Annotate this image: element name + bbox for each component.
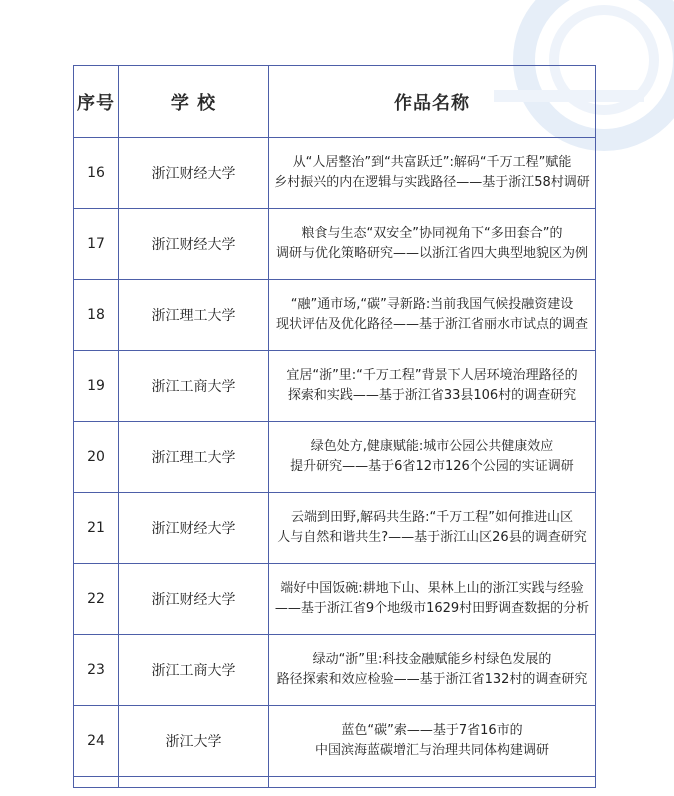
row-school: 浙江大学 [119, 706, 269, 777]
table-row [74, 635, 596, 706]
row-number: 24 [74, 706, 119, 777]
row-number: 22 [74, 564, 119, 635]
row-title-line2: 人与自然和谐共生?——基于浙江山区26县的调查研究 [277, 530, 587, 545]
row-school: 浙江财经大学 [119, 138, 269, 209]
table-header-row [74, 66, 596, 138]
row-number: 17 [74, 209, 119, 280]
row-title-line1: 绿色处方,健康赋能:城市公园公共健康效应 [310, 439, 554, 454]
row-number: 20 [74, 422, 119, 493]
row-title [269, 351, 596, 422]
row-title [269, 706, 596, 777]
row-school: 浙江工商大学 [119, 351, 269, 422]
table-row [74, 564, 596, 635]
row-school: 浙江工商大学 [119, 635, 269, 706]
row-school: 浙江财经大学 [119, 493, 269, 564]
table-row [74, 280, 596, 351]
row-number: 23 [74, 635, 119, 706]
row-title-line2: 现状评估及优化路径——基于浙江省丽水市试点的调查 [275, 317, 588, 332]
row-title [269, 422, 596, 493]
header-title: 作品名称 [269, 66, 596, 138]
table-row [74, 209, 596, 280]
row-title-line2: ——基于浙江省9个地级市1629村田野调查数据的分析 [274, 601, 590, 616]
table-row-partial [74, 777, 596, 788]
row-title [269, 138, 596, 209]
table-row [74, 706, 596, 777]
row-title-empty [269, 777, 596, 788]
row-title [269, 564, 596, 635]
header-school: 学 校 [119, 66, 269, 138]
row-title [269, 493, 596, 564]
row-school-empty [119, 777, 269, 788]
row-number: 16 [74, 138, 119, 209]
row-title-line2: 路径探索和效应检验——基于浙江省132村的调查研究 [276, 672, 588, 687]
header-no: 序号 [74, 66, 119, 138]
row-title-line1: 云端到田野,解码共生路:“千万工程”如何推进山区 [291, 510, 573, 525]
table-row [74, 351, 596, 422]
row-school: 浙江财经大学 [119, 564, 269, 635]
row-title-line1: 粮食与生态“双安全”协同视角下“多田套合”的 [301, 226, 563, 241]
row-number: 18 [74, 280, 119, 351]
row-school: 浙江理工大学 [119, 422, 269, 493]
table-row [74, 422, 596, 493]
row-title-line2: 中国滨海蓝碳增汇与治理共同体构建调研 [314, 743, 549, 758]
award-table [73, 65, 596, 788]
row-school: 浙江财经大学 [119, 209, 269, 280]
row-title [269, 635, 596, 706]
row-title-line1: 绿动“浙”里:科技金融赋能乡村绿色发展的 [312, 652, 552, 667]
row-title-line2: 乡村振兴的内在逻辑与实践路径——基于浙江58村调研 [274, 175, 590, 190]
row-title-line2: 提升研究——基于6省12市126个公园的实证调研 [290, 459, 574, 474]
row-title-line2: 探索和实践——基于浙江省33县106村的调查研究 [287, 388, 577, 403]
row-title-line1: 从“人居整治”到“共富跃迁”:解码“千万工程”赋能 [292, 155, 572, 170]
row-title-line1: 蓝色“碳”索——基于7省16市的 [341, 723, 523, 738]
row-number-empty [74, 777, 119, 788]
table-row [74, 138, 596, 209]
row-title-line1: “融”通市场,“碳”寻新路:当前我国气候投融资建设 [290, 297, 574, 312]
row-title-line1: 端好中国饭碗:耕地下山、果林上山的浙江实践与经验 [280, 581, 584, 596]
row-title-line2: 调研与优化策略研究——以浙江省四大典型地貌区为例 [275, 246, 588, 261]
row-title [269, 209, 596, 280]
row-number: 21 [74, 493, 119, 564]
row-number: 19 [74, 351, 119, 422]
row-title [269, 280, 596, 351]
row-school: 浙江理工大学 [119, 280, 269, 351]
table-row [74, 493, 596, 564]
row-title-line1: 宜居“浙”里:“千万工程”背景下人居环境治理路径的 [286, 368, 578, 383]
